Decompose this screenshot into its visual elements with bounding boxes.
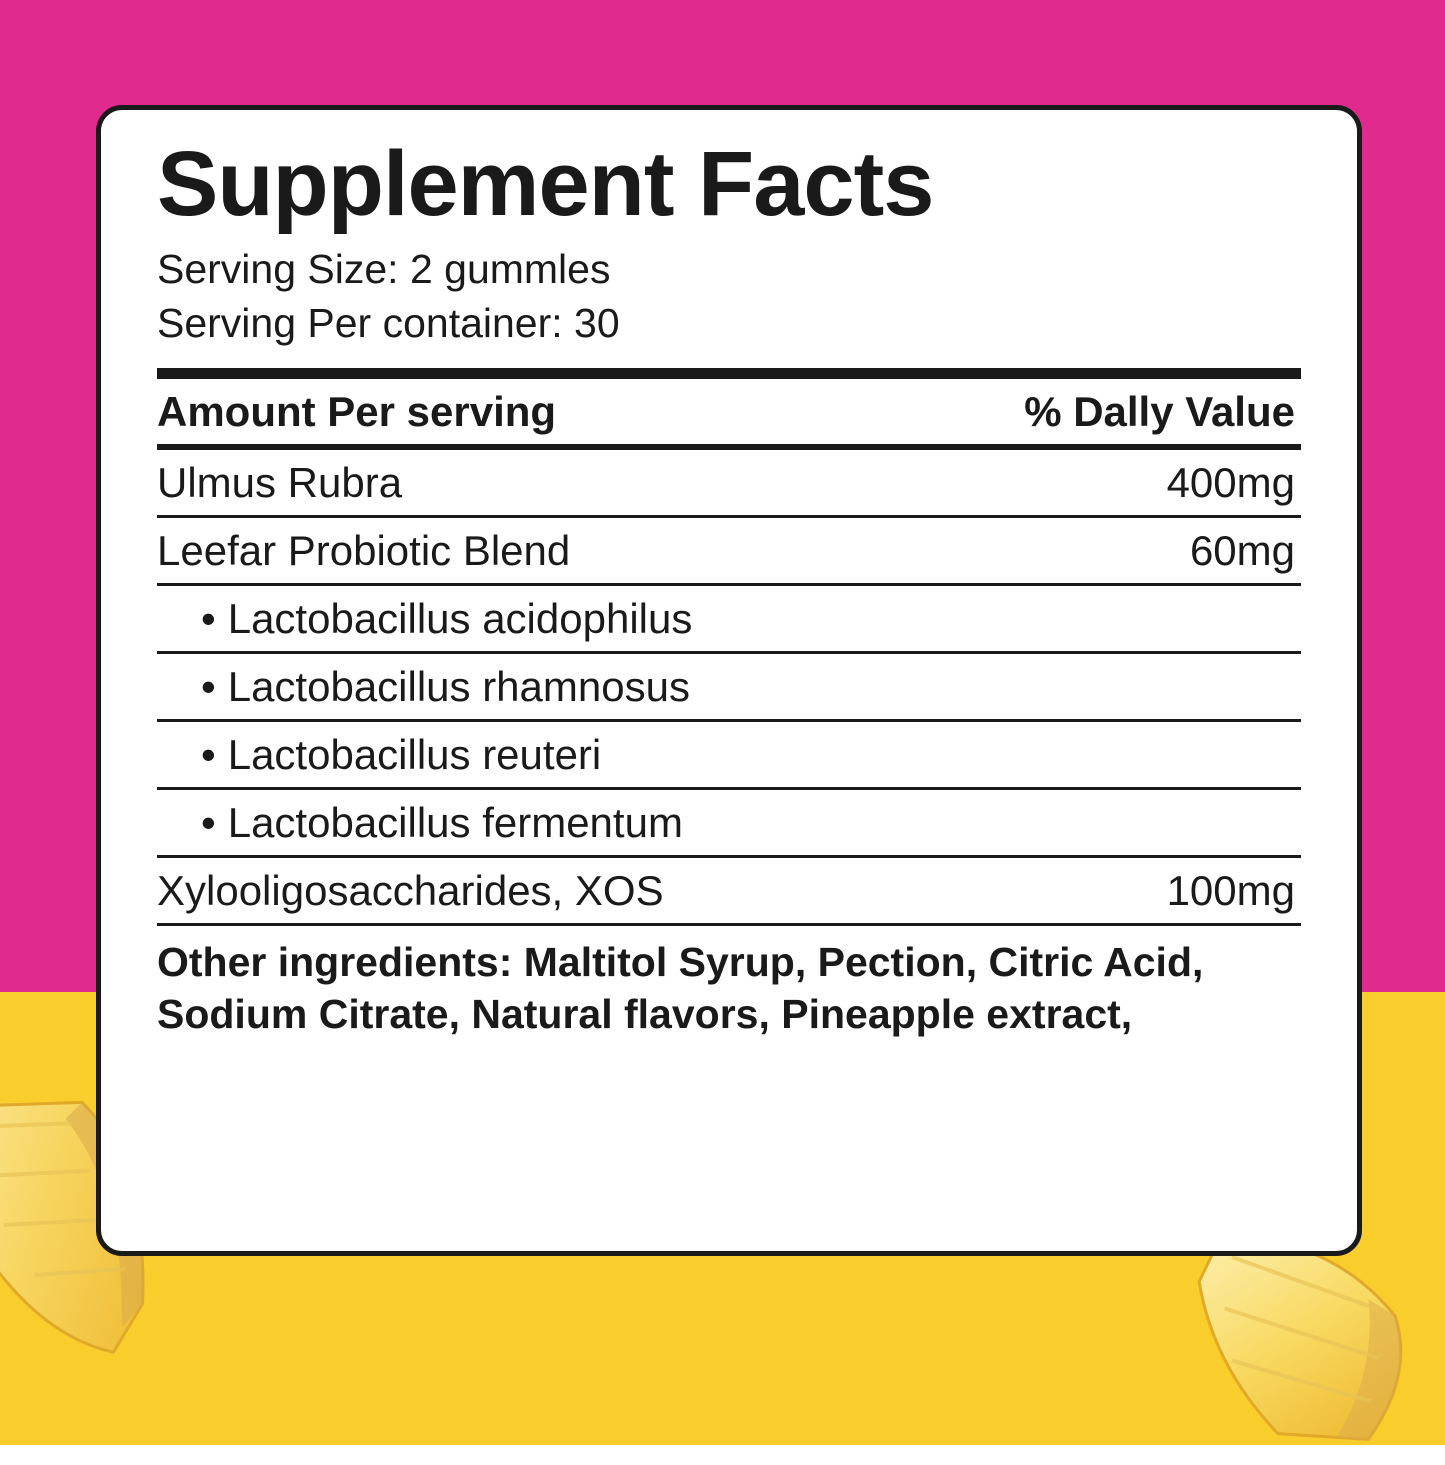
ingredient-name (157, 663, 690, 711)
ingredient-amount: 100mg (1166, 867, 1295, 915)
amount-per-serving-label: Amount Per serving (157, 388, 557, 436)
divider-thick (157, 368, 1301, 379)
table-row (157, 654, 1301, 719)
ingredient-name: Ulmus Rubra (157, 459, 403, 507)
ingredient-label: Lactobacillus rhamnosus (227, 663, 690, 711)
table-row (157, 722, 1301, 787)
ingredient-name: Xylooligosaccharides, XOS (157, 867, 664, 915)
servings-per-container-text: Serving Per container: 30 (157, 299, 620, 346)
ingredient-amount: 400mg (1166, 459, 1295, 507)
page-title: Supplement Facts (157, 133, 934, 235)
ingredient-name: Leefar Probiotic Blend (157, 527, 571, 575)
table-row (157, 858, 1301, 923)
ingredient-label: Lactobacillus fermentum (227, 799, 683, 847)
supplement-facts-panel (96, 105, 1362, 1256)
bullet-icon: • (201, 731, 216, 779)
table-row (157, 518, 1301, 583)
table-row (157, 450, 1301, 515)
ingredient-amount: 60mg (1189, 527, 1295, 575)
daily-value-label: % Dally Value (1024, 388, 1295, 436)
bullet-icon: • (201, 663, 216, 711)
table-row (157, 586, 1301, 651)
other-ingredients-text: Other ingredients: Maltitol Syrup, Pection, Citric Acid, Sodium Citrate, Natural flavors, Pineapple extract, (157, 939, 1204, 1038)
table-header-row (157, 379, 1301, 444)
bullet-icon: • (201, 595, 216, 643)
ingredient-label: Lactobacillus acidophilus (227, 595, 693, 643)
ingredient-name (157, 799, 683, 847)
bullet-icon: • (201, 799, 216, 847)
ingredient-name (157, 595, 692, 643)
ingredient-name (157, 731, 601, 779)
ingredient-label: Lactobacillus reuteri (227, 731, 602, 779)
table-row (157, 790, 1301, 855)
serving-size-text: Serving Size: 2 gummles (157, 245, 611, 292)
